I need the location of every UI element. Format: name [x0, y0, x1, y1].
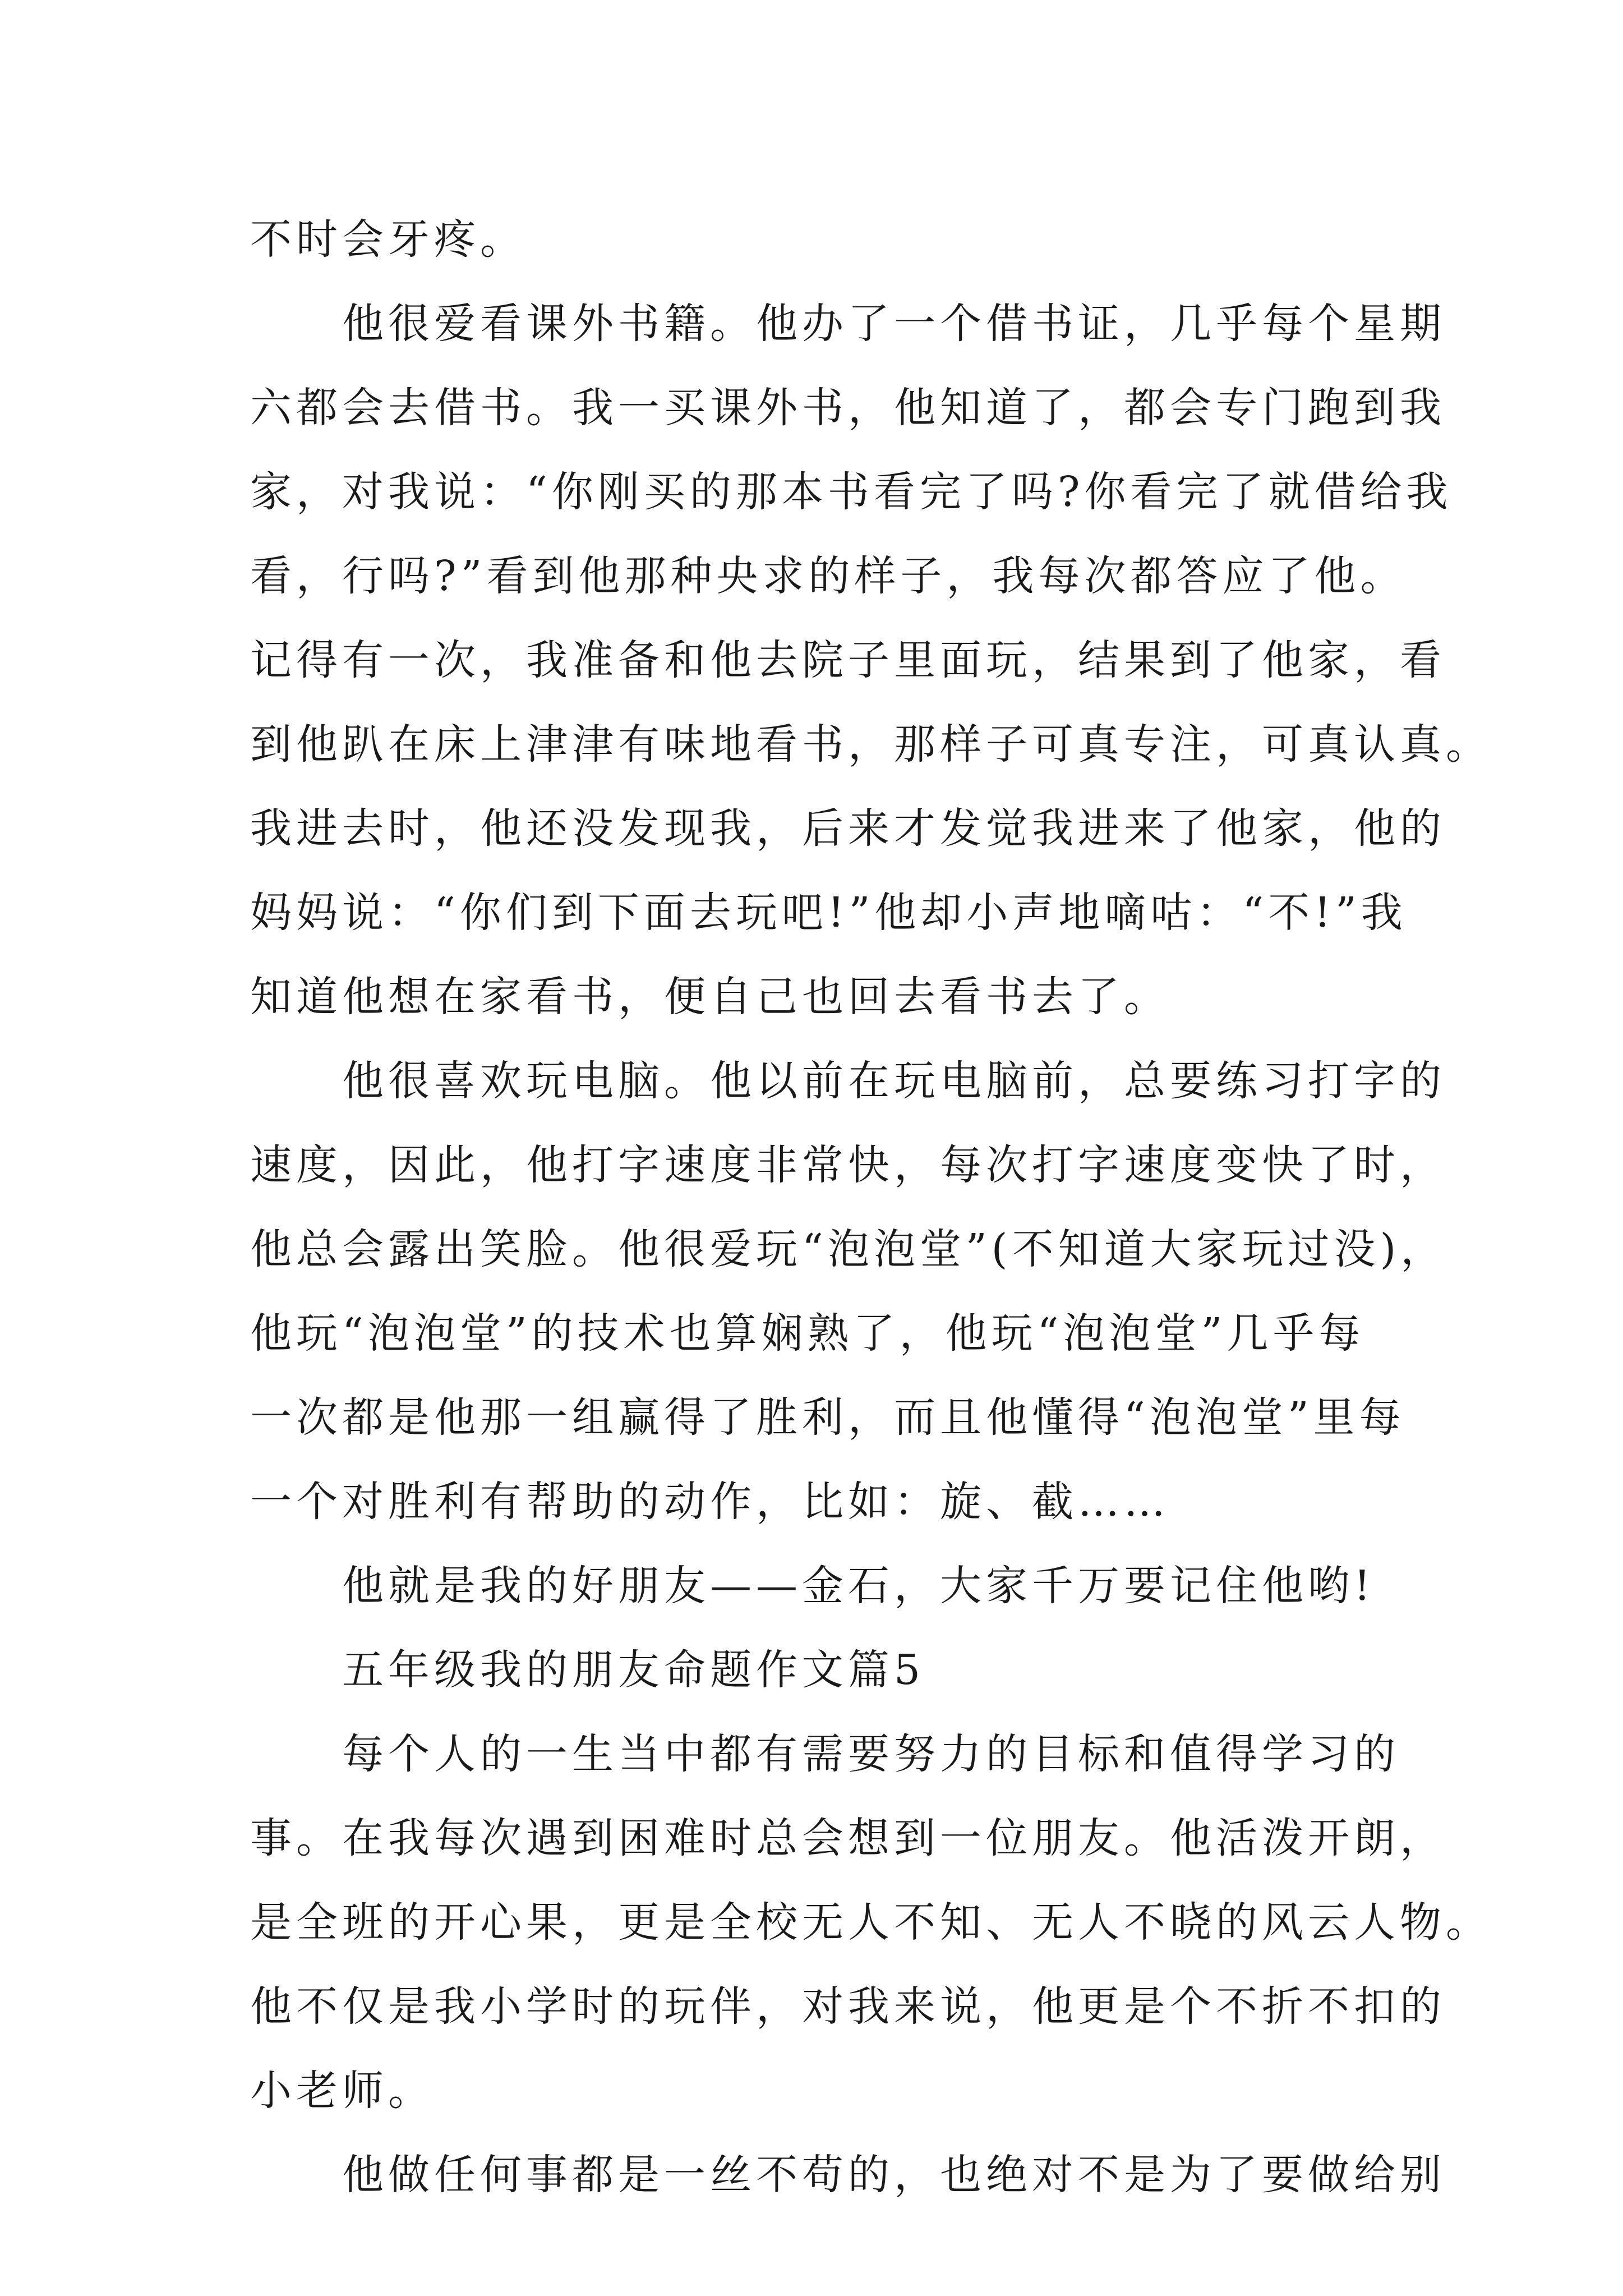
text-line: 小老师。 — [250, 2067, 434, 2115]
text-line: 知道他想在家看书，便自己也回去看书去了。 — [250, 973, 1170, 1021]
text-line: 速度，因此，他打字速度非常快，每次打字速度变快了时， — [250, 1141, 1446, 1189]
text-line: 妈妈说：“你们到下面去玩吧!”他却小声地嘀咕：“不!”我 — [250, 889, 1407, 937]
text-line: 我进去时，他还没发现我，后来才发觉我进来了他家，他的 — [250, 804, 1446, 853]
text-line: 他做任何事都是一丝不苟的，也绝对不是为了要做给别 — [342, 2151, 1446, 2199]
text-line: 记得有一次，我准备和他去院子里面玩，结果到了他家，看 — [250, 636, 1446, 684]
text-line: 到他趴在床上津津有味地看书，那样子可真专注，可真认真。 — [250, 720, 1492, 769]
section-heading: 五年级我的朋友命题作文篇5 — [342, 1646, 925, 1694]
text-line: 是全班的开心果，更是全校无人不知、无人不晓的风云人物。 — [250, 1898, 1492, 1947]
text-line: 事。在我每次遇到困难时总会想到一位朋友。他活泼开朗， — [250, 1814, 1446, 1862]
text-line: 一次都是他那一组赢得了胜利，而且他懂得“泡泡堂”里每 — [250, 1393, 1405, 1442]
text-line: 六都会去借书。我一买课外书，他知道了，都会专门跑到我 — [250, 384, 1446, 432]
text-line: 每个人的一生当中都有需要努力的目标和值得学习的 — [342, 1730, 1400, 1778]
text-line: 他很爱看课外书籍。他办了一个借书证，几乎每个星期 — [342, 300, 1446, 348]
text-line: 他就是我的好朋友——金石，大家千万要记住他哟! — [342, 1562, 1375, 1610]
body-text — [250, 197, 1492, 2217]
text-line: 一个对胜利有帮助的动作，比如：旋、截…… — [250, 1478, 1170, 1526]
text-line: 他总会露出笑脸。他很爱玩“泡泡堂”(不知道大家玩过没)， — [250, 1225, 1447, 1273]
text-line: 不时会牙疼。 — [250, 215, 526, 264]
text-line: 他玩“泡泡堂”的技术也算娴熟了，他玩“泡泡堂”几乎每 — [250, 1309, 1365, 1358]
text-line: 他很喜欢玩电脑。他以前在玩电脑前，总要练习打字的 — [342, 1057, 1446, 1105]
text-line: 看，行吗?”看到他那种央求的样子，我每次都答应了他。 — [250, 552, 1407, 600]
text-line: 家，对我说：“你刚买的那本书看完了吗?你看完了就借给我 — [250, 468, 1453, 516]
text-line: 他不仅是我小学时的玩伴，对我来说，他更是个不折不扣的 — [250, 1982, 1446, 2031]
